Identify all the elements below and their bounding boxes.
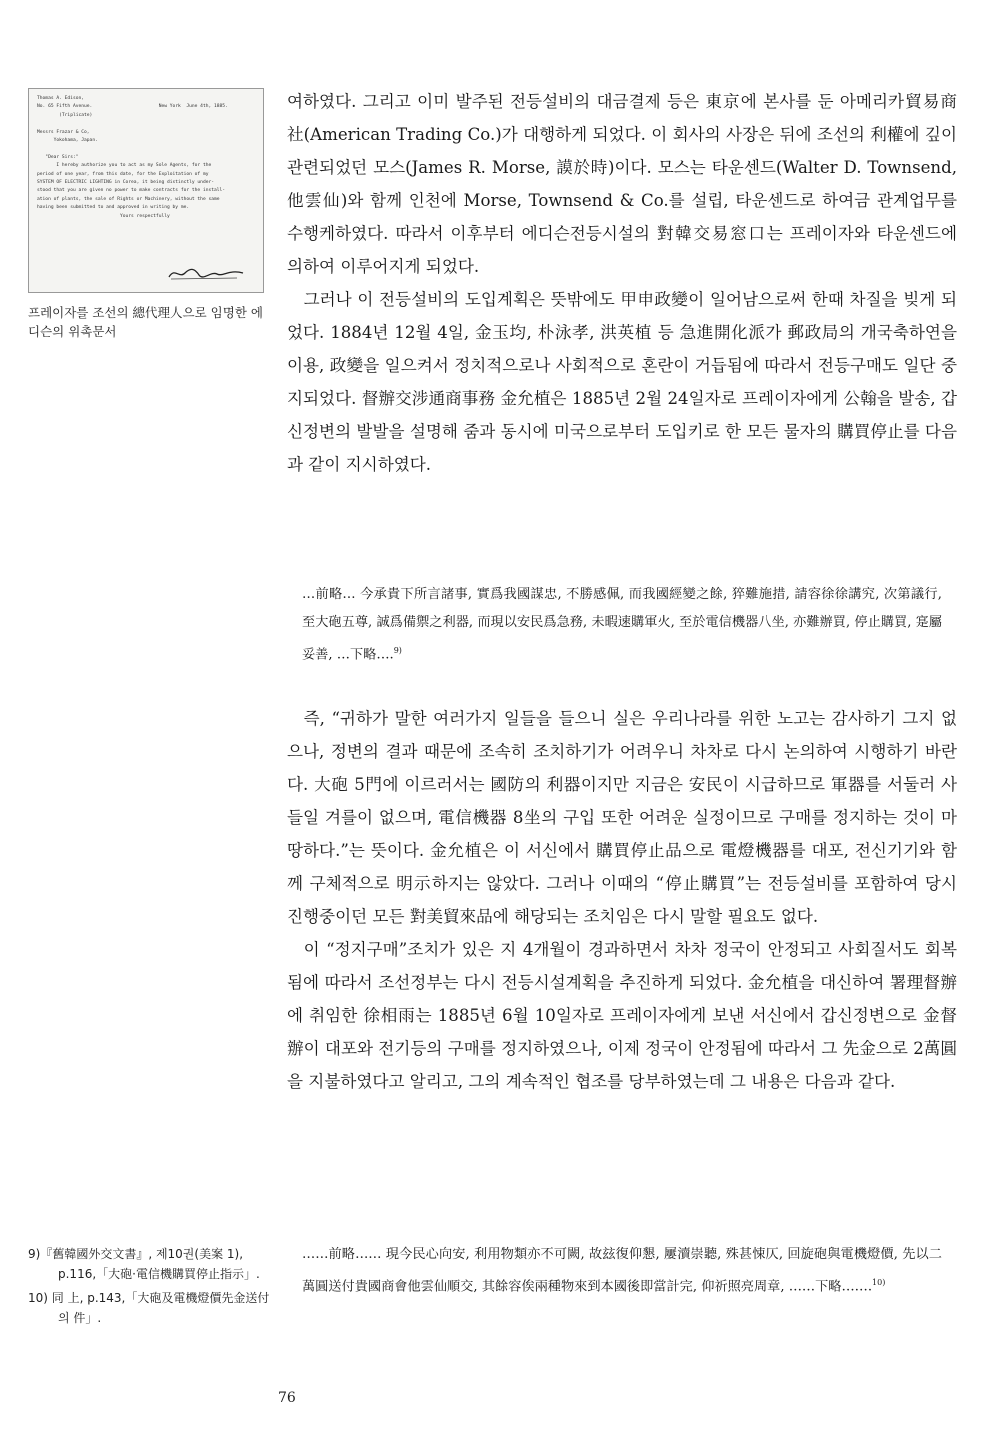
quote-2-body: ……前略…… 現今民心向安, 利用物類亦不可闕, 故玆復仰懇, 屢瀆崇聽, 殊甚悚仄, 回旋砲與電機燈價, 先以二萬圓送付貴國商會他雲仙順交, 其餘容俟兩種物來到本國後即當計完, 仰祈照亮周章, ……下略……. bbox=[302, 1247, 942, 1295]
quote-block-2 bbox=[302, 1241, 942, 1301]
body-text-top bbox=[287, 85, 957, 481]
footnote-9: 9)『舊韓國外交文書』, 제10권(美案 1), p.116,「大砲·電信機購買停止指示」. bbox=[28, 1247, 260, 1281]
footnote-ref-9: 9) bbox=[393, 646, 402, 655]
footnote-ref-10: 10) bbox=[872, 1278, 886, 1287]
letter-typed-text: Thomas A. Edison, No. 65 Fifth Avenue. New York June 4th, 1885. (Triplicate) Messrs Frazar & Co, Yokohama, Japan. "Dear Sirs:" I hereby authorize you to act as my Sole Agents, for the period of one year, from this date, for the Exploitation of my SYSTEM OF ELECTRIC LIGHTING in Corea, it being distinctly under- stood that you are given no power to make contracts for the install- ation of plants, the sale of Rights or Machinery, without the same having been submitted to and approved in writing by me. Yours respectfully bbox=[37, 96, 228, 219]
quote-block-1 bbox=[302, 581, 942, 669]
signature-image bbox=[167, 265, 245, 281]
footnote-10: 10) 同 上, p.143,「大砲及電機燈價先金送付의 件」. bbox=[28, 1291, 270, 1325]
footnotes bbox=[28, 1244, 278, 1332]
page-number: 76 bbox=[278, 1390, 296, 1406]
quote-1-body: …前略… 今承貴下所言諸事, 實爲我國謀忠, 不勝感佩, 而我國經變之餘, 猝難施措, 請容徐徐講究, 次第議行, 至大砲五尊, 誠爲備禦之利器, 而現以安民爲急務, 未暇速購軍火, 至於電信機器八坐, 亦難辦買, 停止購買, 寔屬妥善, …下略…. bbox=[302, 587, 942, 663]
edison-commission-letter-image bbox=[28, 88, 264, 293]
paragraph-4: 이 “정지구매”조치가 있은 지 4개월이 경과하면서 차차 정국이 안정되고 사회질서도 회복됨에 따라서 조선정부는 다시 전등시설계획을 추진하게 되었다. 金允植을 대신하여 署理督辦에 취임한 徐相雨는 1885년 6월 10일자로 프레이자에게 보낸 서신에서 갑신정변으로 金督辦이 대포와 전기등의 구매를 정지하였으나, 이제 정국이 안정됨에 따라서 그 先金으로 2萬圓을 지불하였다고 알리고, 그의 계속적인 협조를 당부하였는데 그 내용은 다음과 같다. bbox=[287, 940, 957, 1091]
quote-1-text bbox=[302, 581, 942, 669]
paragraph-1: 여하였다. 그리고 이미 발주된 전등설비의 대금결제 등은 東京에 본사를 둔 아메리카貿易商社(American Trading Co.)가 대행하게 되었다. 이 회사의 사장은 뒤에 조선의 利權에 깊이 관련되었던 모스(James R. Morse, 謨於時)이다. 모스는 타운센드(Walter D. Townsend, 他雲仙)와 함께 인천에 Morse, Townsend & Co.를 설립, 타운센드로 하여금 관계업무를 수행케하였다. 따라서 이후부터 에디슨전등시설의 對韓交易窓口는 프레이자와 타운센드에 의하여 이루어지게 되었다. bbox=[287, 92, 957, 276]
paragraph-2: 그러나 이 전등설비의 도입계획은 뜻밖에도 甲申政變이 일어남으로써 한때 차질을 빚게 되었다. 1884년 12월 4일, 金玉均, 朴泳孝, 洪英植 등 急進開化派가 郵政局의 개국축하연을 이용, 政變을 일으켜서 정치적으로나 사회적으로 혼란이 거듭됨에 따라서 전등구매도 일단 중지되었다. 督辦交涉通商事務 金允植은 1885년 2월 24일자로 프레이자에게 公翰을 발송, 갑신정변의 발발을 설명해 줌과 동시에 미국으로부터 도입키로 한 모든 물자의 購買停止를 다음과 같이 지시하였다. bbox=[287, 290, 957, 474]
figure-caption: 프레이자를 조선의 總代理人으로 임명한 에디슨의 위촉문서 bbox=[28, 305, 263, 339]
paragraph-3: 즉, “귀하가 말한 여러가지 일들을 들으니 실은 우리나라를 위한 노고는 감사하기 그지 없으나, 정변의 결과 때문에 조속히 조치하기가 어려우니 차차로 다시 논의하여 시행하기 바란다. 大砲 5門에 이르러서는 國防의 利器이지만 지금은 安民이 시급하므로 軍器를 서둘러 사들일 겨를이 없으며, 電信機器 8坐의 구입 또한 어려운 실정이므로 구매를 정지하는 것이 마땅하다.”는 뜻이다. 金允植은 이 서신에서 購買停止品으로 電燈機器를 대포, 전신기기와 함께 구체적으로 明示하지는 않았다. 그러나 이때의 “停止購買”는 전등설비를 포함하여 당시 진행중이던 모든 對美貿來品에 해당되는 조치임은 다시 말할 필요도 없다. bbox=[287, 709, 957, 926]
body-text-middle bbox=[287, 702, 957, 1098]
quote-2-text bbox=[302, 1241, 942, 1301]
